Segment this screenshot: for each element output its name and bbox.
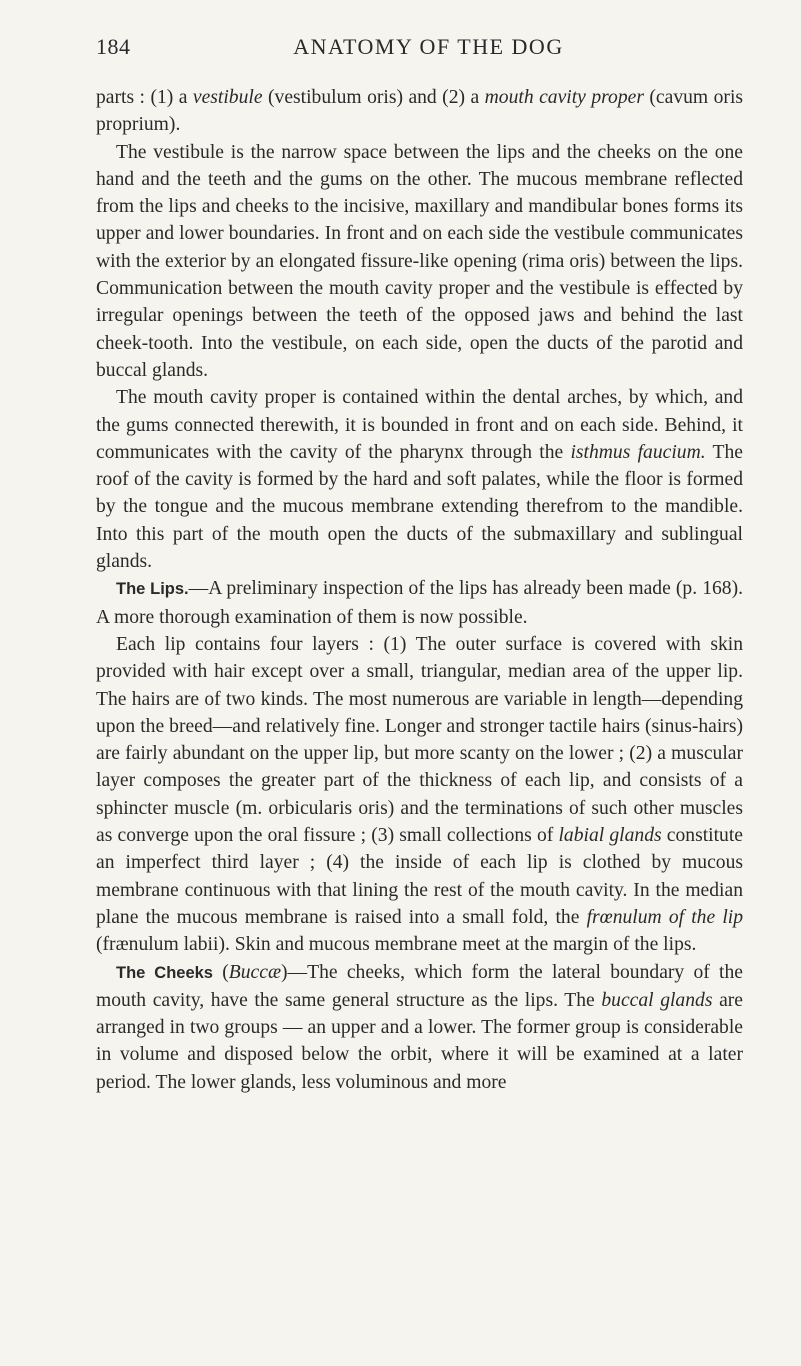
page-number: 184 [96,34,131,59]
text-run: (frænulum labii). Skin and mucous membrane meet at the margin of the lips. [96,934,697,956]
paragraph [96,959,743,1096]
body-text [96,84,743,1096]
italic-term: labial glands [558,825,662,847]
text-run: )—The cheeks, which form the lateral boundary of the mouth cavity, have the same general structure as the lips. The [96,961,743,1011]
text-run: ( [212,961,229,983]
text-run: Each lip contains four layers : (1) The outer surface is covered with skin provided with hair except over a small, triangular, median area of the upper lip. The hairs are of two kinds. The most numerous are variable in length—depending upon the breed—and relatively fine. Longer and stronger tactile hairs (sinus-hairs) are fairly abundant on the upper lip, but more scanty on the lower ; (2) a muscular layer composes the greater part of the thickness of each lip, and consists of a sphincter muscle (m. orbicularis oris) and the terminations of such other muscles as converge upon the oral fissure ; (3) small collections of [96,633,743,847]
text-run: The vestibule is the narrow space between the lips and the cheeks on the one hand and the teeth and the gums on the other. The mucous membrane reflected from the lips and cheeks to the incisive, maxillary and mandibular bones forms its upper and lower boundaries. In front and on each side the vestibule communicates with the exterior by an elongated fissure-like opening (rima oris) between the lips. Communication between the mouth cavity proper and the vestibule is effected by irregular openings between the teeth of the opposed jaws and behind the last cheek-tooth. Into the vestibule, on each side, open the ducts of the parotid and buccal glands. [96,141,743,381]
paragraph [96,384,743,575]
text-run: The mouth cavity proper is contained within the dental arches, by which, and the gums connected therewith, it is bounded in front and on each side. Behind, it communicates with the cavity of the pharynx through the [96,387,743,463]
paragraph [96,631,743,959]
text-run: parts : (1) a [96,87,193,108]
section-heading: The Cheeks [116,963,213,982]
text-run: constitute an imperfect third layer ; (4) the inside of each lip is clothed by mucous membrane continuous with that lining the rest of the mouth cavity. In the median plane the mucous membrane is raised into a small fold, the [96,825,743,928]
text-run: (cavum oris proprium). [96,87,744,136]
section-heading: The Lips. [116,580,189,599]
running-title: ANATOMY OF THE DOG [293,34,564,59]
italic-term: mouth cavity proper [484,87,644,108]
text-run: The roof of the cavity is formed by the hard and soft palates, while the floor is formed by the tongue and the mucous membrane extending therefrom to the mandible. Into this part of the mouth open the ducts of the submaxillary and sublingual glands. [96,441,744,573]
paragraph [96,84,743,139]
italic-term: buccal glands [601,989,713,1011]
text-run: (vestibulum oris) and (2) a [262,87,485,108]
italic-term: isthmus faucium. [570,441,706,463]
italic-term: Buccæ [228,961,282,983]
text-run: —A preliminary inspection of the lips has already been made (p. 168). A more thorough examination of them is now possible. [96,578,744,628]
italic-term: frœnulum of the lip [586,906,743,928]
text-run: are arranged in two groups — an upper and a lower. The former group is considerable in volume and disposed below the orbit, where it will be examined at a later period. The lower glands, less voluminous and more [96,989,743,1093]
page-header [96,34,741,68]
paragraph [96,575,743,631]
paragraph [96,139,743,385]
italic-term: vestibule [192,87,263,108]
